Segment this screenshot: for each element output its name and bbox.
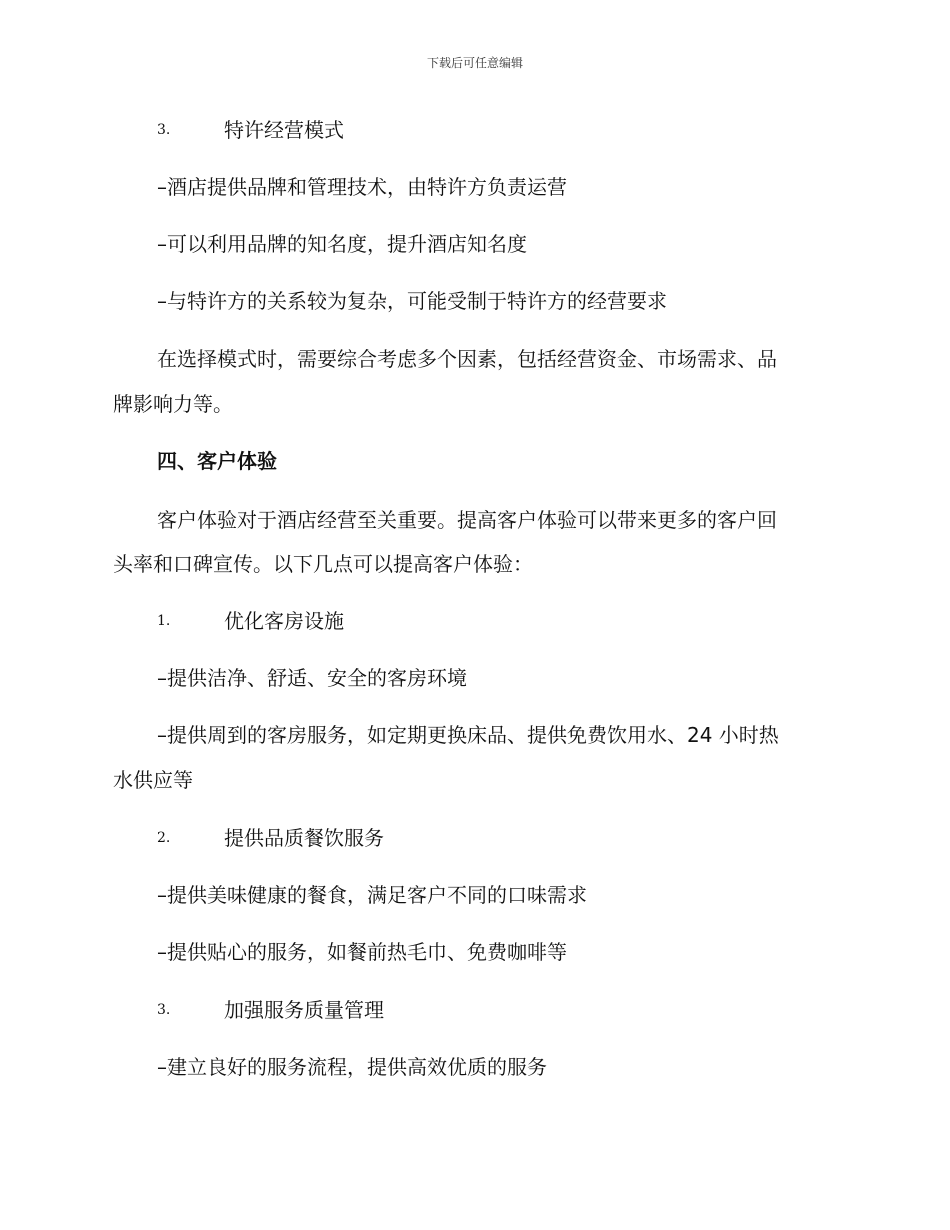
paragraph-line: 头率和口碑宣传。以下几点可以提高客户体验： (113, 552, 533, 576)
paragraph-line: 在选择模式时，需要综合考虑多个因素，包括经营资金、市场需求、品 (157, 347, 777, 371)
bullet-line: 水供应等 (113, 768, 193, 792)
bullet-line: –提供洁净、舒适、安全的客房环境 (157, 666, 467, 690)
list-number: 2. (157, 830, 171, 846)
page-header: 下载后可任意编辑 (426, 56, 523, 70)
section-heading: 四、客户体验 (157, 449, 277, 473)
list-number: 3. (157, 1002, 171, 1018)
bullet-line: –可以利用品牌的知名度，提升酒店知名度 (157, 232, 527, 256)
list-item-title: 提供品质餐饮服务 (224, 826, 384, 850)
list-item-title: 优化客房设施 (224, 609, 344, 633)
paragraph-line: 牌影响力等。 (113, 392, 233, 416)
list-item-title: 加强服务质量管理 (224, 998, 384, 1022)
paragraph-line: 客户体验对于酒店经营至关重要。提高客户体验可以带来更多的客户回 (157, 508, 777, 532)
list-number: 1. (157, 613, 171, 629)
list-number: 3. (157, 122, 171, 138)
bullet-line: –提供贴心的服务，如餐前热毛巾、免费咖啡等 (157, 940, 567, 964)
bullet-line: –与特许方的关系较为复杂，可能受制于特许方的经营要求 (157, 289, 667, 313)
list-item-title: 特许经营模式 (224, 118, 344, 142)
bullet-line: –建立良好的服务流程，提供高效优质的服务 (157, 1055, 547, 1079)
bullet-line: –酒店提供品牌和管理技术，由特许方负责运营 (157, 175, 567, 199)
bullet-line: –提供美味健康的餐食，满足客户不同的口味需求 (157, 883, 587, 907)
bullet-line: –提供周到的客房服务，如定期更换床品、提供免费饮用水、24 小时热 (157, 723, 779, 747)
